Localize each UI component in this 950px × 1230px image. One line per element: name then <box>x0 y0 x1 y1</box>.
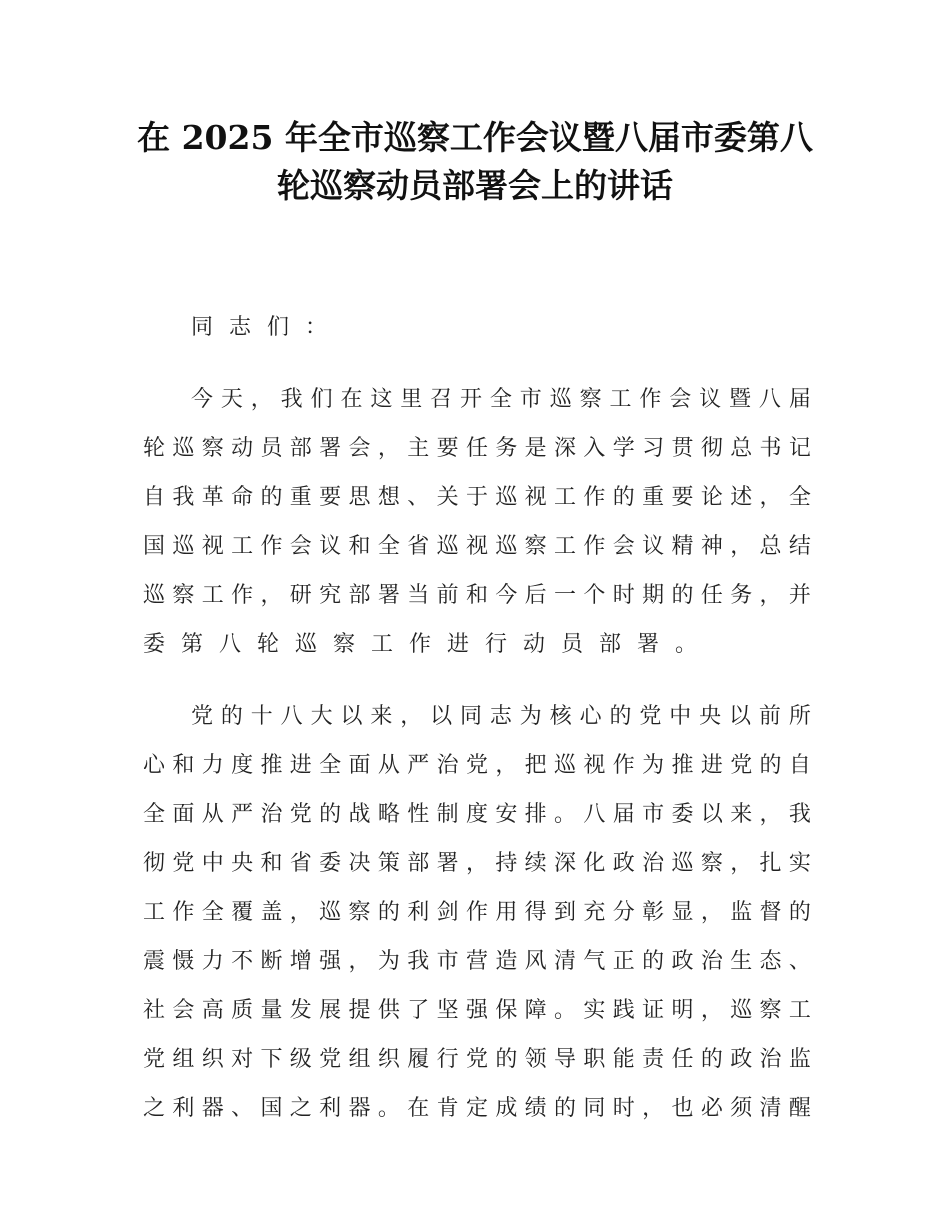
paragraph-line: 全 面 从 严 治 党 的 战 略 性 制 度 安 排 。 八 届 市 委 以 来 ， 我 <box>143 802 811 827</box>
paragraph-line: 社 会 高 质 量 发 展 提 供 了 坚 强 保 障 。 实 践 证 明 ， 巡 察 工 <box>143 998 811 1023</box>
document-body <box>143 303 813 1133</box>
paragraph-line: 心 和 力 度 推 进 全 面 从 严 治 党 ， 把 巡 视 作 为 推 进 党 的 自 <box>143 753 811 778</box>
paragraph-line: 工 作 全 覆 盖 ， 巡 察 的 利 剑 作 用 得 到 充 分 彰 显 ， 监 督 的 <box>143 900 811 925</box>
paragraph-line: 国 巡 视 工 作 会 议 和 全 省 巡 视 巡 察 工 作 会 议 精 神 ， 总 结 <box>143 534 811 559</box>
title-line-1: 在 2025 年全市巡察工作会议暨八届市委第八 <box>137 118 813 157</box>
paragraph-line: 党 组 织 对 下 级 党 组 织 履 行 党 的 领 导 职 能 责 任 的 政 治 监 <box>143 1047 811 1072</box>
paragraph-line: 轮 巡 察 动 员 部 署 会 ， 主 要 任 务 是 深 入 学 习 贯 彻 总 书 记 <box>143 436 811 461</box>
paragraph-line: 委第八轮巡察工作进行动员部署。 <box>143 632 714 657</box>
paragraph-2 <box>143 692 813 1133</box>
title-line-2: 轮巡察动员部署会上的讲话 <box>277 166 673 205</box>
document-title <box>130 114 820 210</box>
paragraph-line: 党 的 十 八 大 以 来 ， 以 同 志 为 核 心 的 党 中 央 以 前 所 <box>191 704 811 729</box>
paragraph-line: 今 天 ， 我 们 在 这 里 召 开 全 市 巡 察 工 作 会 议 暨 八 届 <box>191 387 811 412</box>
paragraph-line: 震 慑 力 不 断 增 强 ， 为 我 市 营 造 风 清 气 正 的 政 治 生 态 、 <box>143 949 811 974</box>
paragraph-line: 彻 党 中 央 和 省 委 决 策 部 署 ， 持 续 深 化 政 治 巡 察 ， 扎 实 <box>143 851 811 876</box>
paragraph-line: 巡 察 工 作 ， 研 究 部 署 当 前 和 今 后 一 个 时 期 的 任 务 ， 并 <box>143 583 811 608</box>
paragraph-1 <box>143 375 813 669</box>
paragraph-line: 之 利 器 、 国 之 利 器 。 在 肯 定 成 绩 的 同 时 ， 也 必 须 清 醒 <box>143 1096 811 1121</box>
salutation: 同志们： <box>191 315 344 340</box>
paragraph-line: 自 我 革 命 的 重 要 思 想 、 关 于 巡 视 工 作 的 重 要 论 述 ， 全 <box>143 485 811 510</box>
